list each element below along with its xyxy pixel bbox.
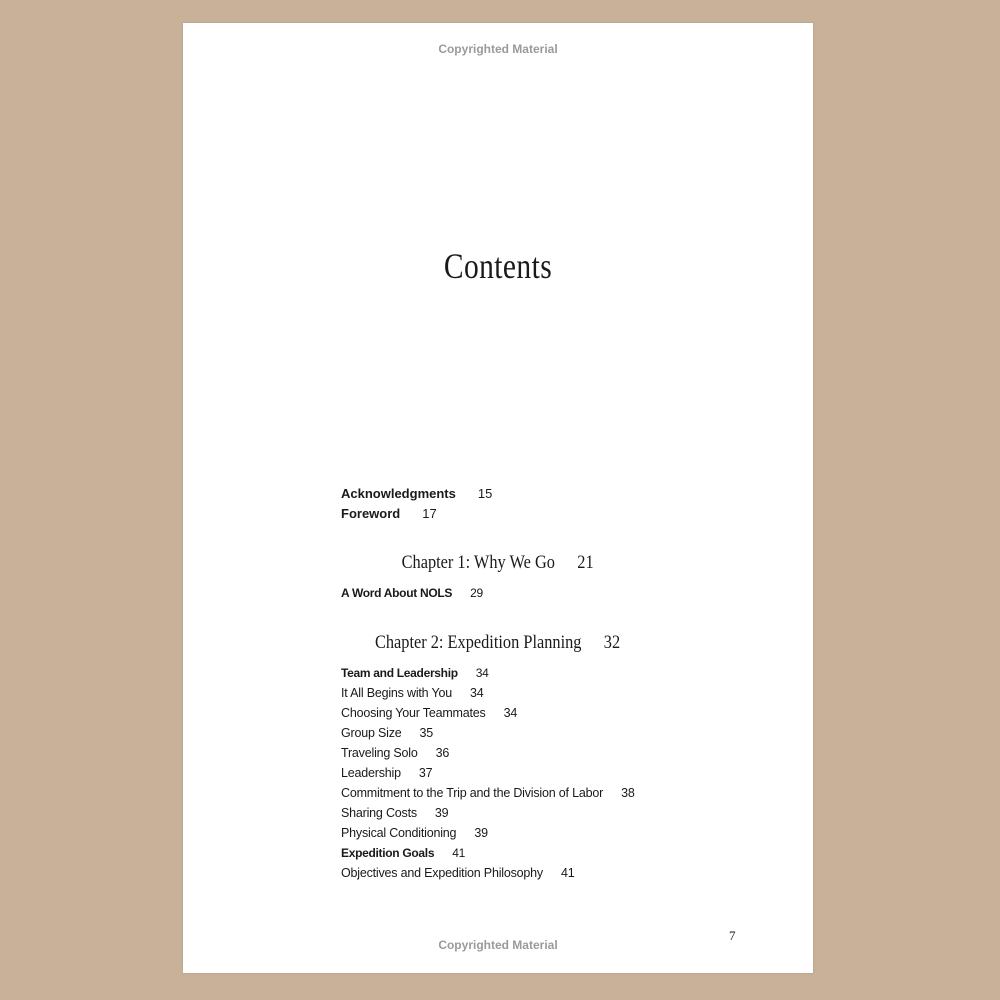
chapter-page: 21 [577, 552, 594, 573]
chapter-page: 32 [604, 632, 621, 653]
chapter-label: Chapter 1: Why We Go [402, 552, 556, 573]
toc-entry-label: Sharing Costs [341, 806, 417, 820]
toc-entry-it-all-begins[interactable] [341, 686, 483, 700]
toc-entry-label: Group Size [341, 726, 402, 740]
watermark-bottom: Copyrighted Material [438, 938, 558, 952]
toc-entry-objectives-philosophy[interactable] [341, 866, 574, 880]
toc-entry-page: 29 [470, 586, 483, 600]
toc-entry-label: Physical Conditioning [341, 826, 457, 840]
toc-entry-expedition-goals[interactable] [341, 846, 465, 860]
toc-entry-label: Acknowledgments [341, 486, 456, 501]
chapter-2-heading[interactable] [183, 632, 813, 654]
watermark-top: Copyrighted Material [438, 42, 558, 56]
toc-entry-label: Expedition Goals [341, 846, 435, 860]
toc-entry-label: Traveling Solo [341, 746, 418, 760]
toc-entry-group-size[interactable] [341, 726, 433, 740]
toc-entry-page: 39 [434, 806, 449, 820]
toc-entry-physical-conditioning[interactable] [341, 826, 488, 840]
toc-entry-page: 34 [475, 666, 489, 680]
toc-entry-page: 41 [452, 846, 465, 860]
toc-entry-page: 36 [435, 746, 450, 760]
book-page [183, 23, 813, 973]
toc-entry-label: Leadership [341, 766, 401, 780]
toc-entry-label: Team and Leadership [341, 666, 458, 680]
toc-entry-traveling-solo[interactable] [341, 746, 449, 760]
toc-entry-leadership[interactable] [341, 766, 432, 780]
toc-entry-acknowledgments[interactable] [341, 486, 492, 501]
toc-entry-label: It All Begins with You [341, 686, 452, 700]
toc-entry-page: 15 [477, 486, 493, 501]
toc-entry-foreword[interactable] [341, 506, 437, 521]
toc-entry-commitment[interactable] [341, 786, 635, 800]
toc-entry-team-and-leadership[interactable] [341, 666, 489, 680]
toc-entry-page: 34 [503, 706, 518, 720]
toc-entry-page: 39 [474, 826, 488, 840]
toc-entry-page: 38 [621, 786, 635, 800]
page-number: 7 [729, 928, 736, 943]
toc-entry-page: 37 [418, 766, 433, 780]
chapter-label: Chapter 2: Expedition Planning [375, 632, 582, 653]
toc-entry-sharing-costs[interactable] [341, 806, 448, 820]
toc-entry-page: 34 [469, 686, 484, 700]
toc-entry-choosing-teammates[interactable] [341, 706, 517, 720]
toc-entry-page: 35 [419, 726, 434, 740]
toc-entry-label: A Word About NOLS [341, 586, 453, 600]
toc-entry-label: Commitment to the Trip and the Division of Labor [341, 786, 604, 800]
toc-entry-label: Foreword [341, 506, 401, 521]
toc-entry-page: 17 [422, 506, 437, 521]
toc-entry-word-about-nols[interactable] [341, 586, 483, 600]
toc-entry-label: Choosing Your Teammates [341, 706, 486, 720]
toc-entry-label: Objectives and Expedition Philosophy [341, 866, 543, 880]
chapter-1-heading[interactable] [183, 552, 813, 574]
toc-entry-page: 41 [560, 866, 575, 880]
page-title: Contents [443, 246, 553, 286]
